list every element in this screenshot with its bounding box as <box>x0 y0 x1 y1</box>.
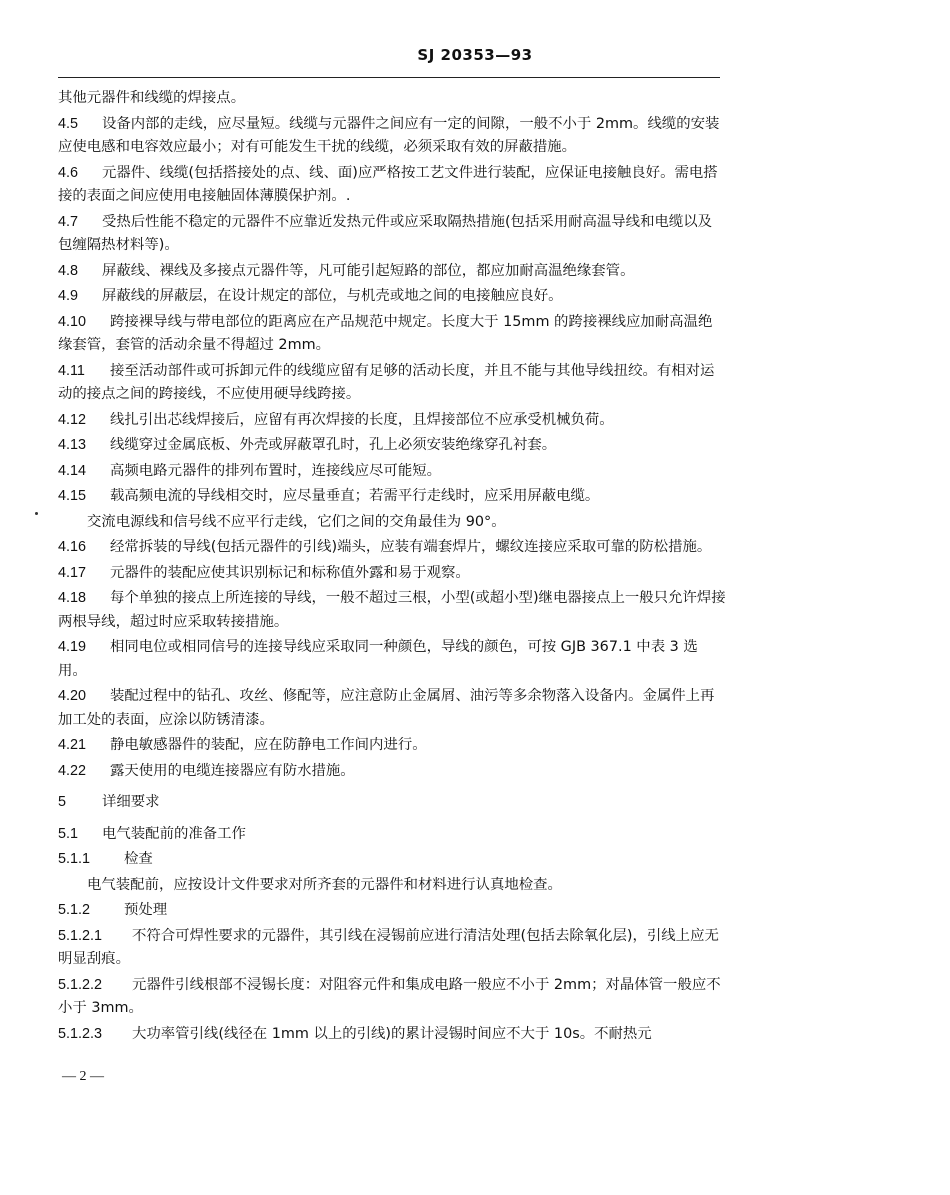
clause-text: 其他元器件和线缆的焊接点。 <box>58 90 246 106</box>
clause-text: 线缆穿过金属底板、外壳或屏蔽罩孔时，孔上必须安装绝缘穿孔衬套。 <box>110 437 557 453</box>
clause-number: 4.13 <box>58 437 87 453</box>
section-heading <box>58 791 726 815</box>
clause-paragraph <box>58 848 726 872</box>
clause-paragraph <box>58 874 726 898</box>
clause-text: 露天使用的电缆连接器应有防水措施。 <box>110 762 355 779</box>
clause-text: 设备内部的走线，应尽量短。线缆与元器件之间应有一定的间隙，一般不小于 2mm。线缆的安装应使电感和电容效应最小；对有可能发生干扰的线缆，必须采取有效的屏蔽措施。 <box>58 115 720 155</box>
clause-number: 4.22 <box>58 762 87 779</box>
clause-paragraph <box>58 113 726 160</box>
clause-number: 4.10 <box>58 313 87 330</box>
clause-number: 4.21 <box>58 737 87 753</box>
clause-paragraph <box>58 685 726 732</box>
clause-text: 相同电位或相同信号的连接导线应采取同一种颜色，导线的颜色，可按 GJB 367.1 中表 3 选用。 <box>58 639 698 679</box>
clause-text: 跨接裸导线与带电部位的距离应在产品规范中规定。长度大于 15mm 的跨接裸线应加耐高温绝缘套管，套管的活动余量不得超过 2mm。 <box>58 313 713 353</box>
clause-text: 电气装配前，应按设计文件要求对所齐套的元器件和材料进行认真地检查。 <box>87 876 562 893</box>
clause-number: 5 <box>58 794 67 810</box>
clause-paragraph <box>58 285 726 309</box>
clause-number: 5.1.2.2 <box>58 976 103 993</box>
clause-text: 元器件的装配应使其识别标记和标称值外露和易于观察。 <box>110 564 470 581</box>
clause-paragraph <box>58 974 726 1021</box>
clause-text: 线扎引出芯线焊接后，应留有再次焊接的长度，且焊接部位不应承受机械负荷。 <box>110 411 614 428</box>
clause-text: 装配过程中的钻孔、攻丝、修配等，应注意防止金属屑、油污等多余物落入设备内。金属件上再加工处的表面，应涂以防锈清漆。 <box>58 688 715 728</box>
clause-paragraph <box>58 760 726 784</box>
clause-number: 5.1.2.1 <box>58 927 103 944</box>
clause-number: 4.8 <box>58 262 79 279</box>
clause-text: 不符合可焊性要求的元器件，其引线在浸锡前应进行清洁处理(包括去除氧化层)，引线上应无明显刮痕。 <box>58 927 719 967</box>
clause-number: 4.17 <box>58 564 87 581</box>
clause-text: 载高频电流的导线相交时，应尽量垂直；若需平行走线时，应采用屏蔽电缆。 <box>110 488 600 504</box>
clause-text: 预处理 <box>124 902 168 918</box>
clause-paragraph <box>58 87 726 111</box>
clause-text: 检查 <box>124 851 153 867</box>
clause-number: 5.1.2 <box>58 902 91 918</box>
clause-text: 受热后性能不稳定的元器件不应靠近发热元件或应采取隔热措施(包括采用耐高温导线和电缆以及包缠隔热材料等)。 <box>58 213 713 253</box>
clause-number: 4.9 <box>58 288 79 304</box>
clause-number: 4.6 <box>58 164 79 181</box>
clause-paragraph <box>58 562 726 586</box>
clause-number: 5.1.1 <box>58 851 91 867</box>
clause-text: 电气装配前的准备工作 <box>102 825 246 842</box>
clause-paragraph <box>58 434 726 458</box>
clause-paragraph <box>58 409 726 433</box>
clause-text: 每个单独的接点上所连接的导线，一般不超过三根，小型(或超小型)继电器接点上一般只允许焊接两根导线，超过时应采取转接措施。 <box>58 590 726 630</box>
clause-number: 4.19 <box>58 639 87 655</box>
clause-paragraph <box>58 925 726 972</box>
clause-number: 4.5 <box>58 115 79 132</box>
page-number: — 2 — <box>62 1069 104 1084</box>
clause-text: 经常拆装的导线(包括元器件的引线)端头，应装有端套焊片，螺纹连接应采取可靠的防松措施。 <box>110 539 712 555</box>
header-rule <box>58 77 720 78</box>
clause-number: 4.11 <box>58 362 85 379</box>
clause-text: 屏蔽线、裸线及多接点元器件等，凡可能引起短路的部位，都应加耐高温绝缘套管。 <box>102 262 635 279</box>
clause-number: 4.20 <box>58 688 87 704</box>
clause-number: 4.15 <box>58 488 87 504</box>
clause-text: 大功率管引线(线径在 1mm 以上的引线)的累计浸锡时间应不大于 10s。不耐热元 <box>132 1025 652 1042</box>
clause-paragraph <box>58 636 726 683</box>
clause-text: 静电敏感器件的装配，应在防静电工作间内进行。 <box>110 737 427 753</box>
clause-number: 4.7 <box>58 213 79 230</box>
clause-text: 屏蔽线的屏蔽层，在设计规定的部位，与机壳或地之间的电接触应良好。 <box>102 288 563 304</box>
clause-text: 详细要求 <box>102 794 160 810</box>
clause-paragraph <box>58 162 726 209</box>
clause-paragraph <box>58 1023 726 1047</box>
clause-text: 交流电源线和信号线不应平行走线，它们之间的交角最佳为 90°。 <box>87 513 506 530</box>
clause-paragraph <box>58 536 726 560</box>
clause-text: 元器件引线根部不浸锡长度：对阻容元件和集成电路一般应不小于 2mm；对晶体管一般应不小于 3mm。 <box>58 976 721 1016</box>
clause-number: 4.12 <box>58 411 87 428</box>
scan-dot <box>35 512 38 515</box>
clause-paragraph <box>58 511 726 535</box>
document-body <box>58 87 726 1046</box>
clause-number: 5.1.2.3 <box>58 1025 103 1042</box>
clause-paragraph <box>58 587 726 634</box>
clause-paragraph <box>58 311 726 358</box>
clause-text: 元器件、线缆(包括搭接处的点、线、面)应严格按工艺文件进行装配，应保证电接触良好。需电搭接的表面之间应使用电接触固体薄膜保护剂。. <box>58 164 718 204</box>
clause-paragraph <box>58 823 726 847</box>
clause-text: 高频电路元器件的排列布置时，连接线应尽可能短。 <box>110 462 441 479</box>
clause-paragraph <box>58 734 726 758</box>
clause-paragraph <box>58 260 726 284</box>
clause-paragraph <box>58 485 726 509</box>
clause-text: 接至活动部件或可拆卸元件的线缆应留有足够的活动长度，并且不能与其他导线扭绞。有相对运动的接点之间的跨接线，不应使用硬导线跨接。 <box>58 362 715 402</box>
clause-paragraph <box>58 460 726 484</box>
clause-number: 4.14 <box>58 462 87 479</box>
clause-number: 4.16 <box>58 539 87 555</box>
clause-paragraph <box>58 211 726 258</box>
clause-paragraph <box>58 360 726 407</box>
document-header: SJ 20353—93 <box>417 46 533 64</box>
clause-number: 5.1 <box>58 825 79 842</box>
clause-number: 4.18 <box>58 590 87 606</box>
clause-paragraph <box>58 899 726 923</box>
